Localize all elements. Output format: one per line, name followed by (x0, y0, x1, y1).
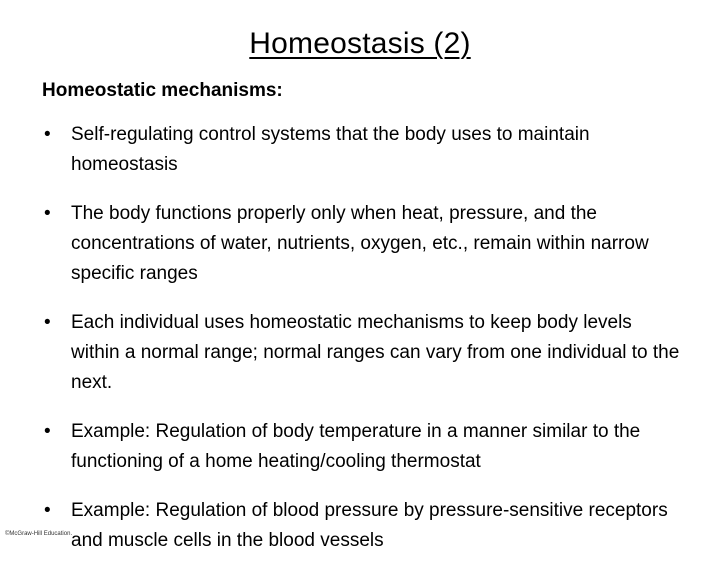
slide-subtitle: Homeostatic mechanisms: (42, 80, 283, 101)
slide-title: Homeostasis (2) (249, 27, 471, 60)
bullet-icon: • (44, 124, 51, 145)
bullet-text: The body functions properly only when heat, pressure, and the concentrations of water, nutrients, oxygen, etc., remain within narrow specific ranges (71, 203, 649, 284)
bullet-item (44, 417, 684, 477)
bullet-text: Example: Regulation of blood pressure by pressure-sensitive receptors and muscle cells in the blood vessels (71, 500, 668, 551)
bullet-text: Each individual uses homeostatic mechanisms to keep body levels within a normal range; normal ranges can vary from one individual to the next. (71, 312, 680, 393)
bullet-icon: • (44, 312, 51, 333)
bullet-list (44, 120, 684, 575)
bullet-icon: • (44, 500, 51, 521)
bullet-item (44, 120, 684, 180)
bullet-text: Self-regulating control systems that the body uses to maintain homeostasis (71, 124, 590, 175)
bullet-item (44, 496, 684, 556)
bullet-text: Example: Regulation of body temperature in a manner similar to the functioning of a home heating/cooling thermostat (71, 421, 641, 472)
bullet-icon: • (44, 421, 51, 442)
bullet-icon: • (44, 203, 51, 224)
bullet-item (44, 308, 684, 398)
bullet-item (44, 199, 684, 289)
copyright-footer: ©McGraw-Hill Education. (5, 531, 73, 537)
